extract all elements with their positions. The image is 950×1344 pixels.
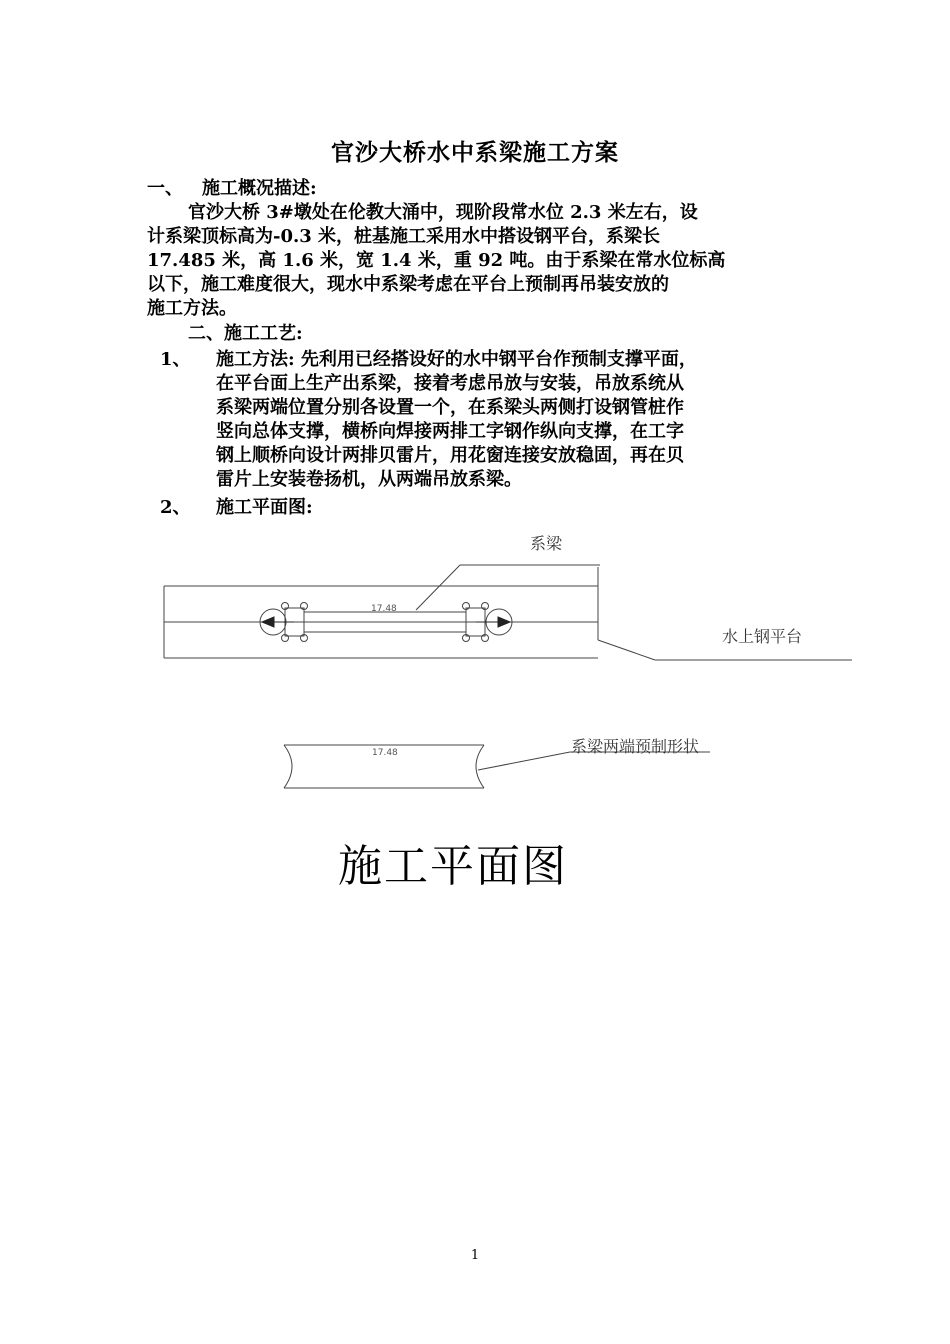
page-number: 1 [470, 1248, 480, 1263]
item1-line: 雷片上安装卷扬机，从两端吊放系梁。 [216, 469, 522, 490]
section2-heading: 二、施工工艺: [188, 323, 303, 344]
item1-number: 1、 [160, 349, 191, 370]
section1-line: 施工方法。 [147, 298, 237, 319]
section1-line: 17.485 米，高 1.6 米，宽 1.4 米，重 92 吨。由于系梁在常水位标高 [147, 250, 726, 271]
beam-label: 系梁 [530, 534, 563, 553]
section1-line: 官沙大桥 3#墩处在伦教大涌中，现阶段常水位 2.3 米左右，设 [188, 202, 698, 223]
item2-number: 2、 [160, 497, 191, 518]
item1-line: 施工方法: 先利用已经搭设好的水中钢平台作预制支撑平面， [216, 349, 697, 370]
section1-line: 以下，施工难度很大，现水中系梁考虑在平台上预制再吊装安放的 [147, 274, 669, 295]
item1-line: 在平台面上生产出系梁，接着考虑吊放与安装，吊放系统从 [216, 373, 684, 394]
shape-label: 系梁两端预制形状 [571, 737, 700, 756]
diagram-caption: 施工平面图 [338, 841, 568, 892]
item1-line: 钢上顺桥向设计两排贝雷片，用花窗连接安放稳固，再在贝 [216, 445, 684, 466]
beam-leader-line [416, 565, 600, 610]
shape-dimension: 17.48 [372, 748, 398, 758]
item1-line: 系梁两端位置分别各设置一个，在系梁头两侧打设钢管桩作 [216, 397, 684, 418]
page-title: 官沙大桥水中系梁施工方案 [331, 139, 619, 166]
item1-line: 竖向总体支撑，横桥向焊接两排工字钢作纵向支撑，在工字 [216, 421, 684, 442]
section1-number: 一、 [147, 178, 183, 199]
platform-label: 水上钢平台 [722, 627, 803, 646]
section1-heading: 施工概况描述: [202, 178, 317, 199]
item2-line: 施工平面图: [216, 497, 313, 518]
plan-dimension: 17.48 [371, 604, 397, 614]
section1-line: 计系梁顶标高为-0.3 米，桩基施工采用水中搭设钢平台，系梁长 [147, 226, 661, 247]
